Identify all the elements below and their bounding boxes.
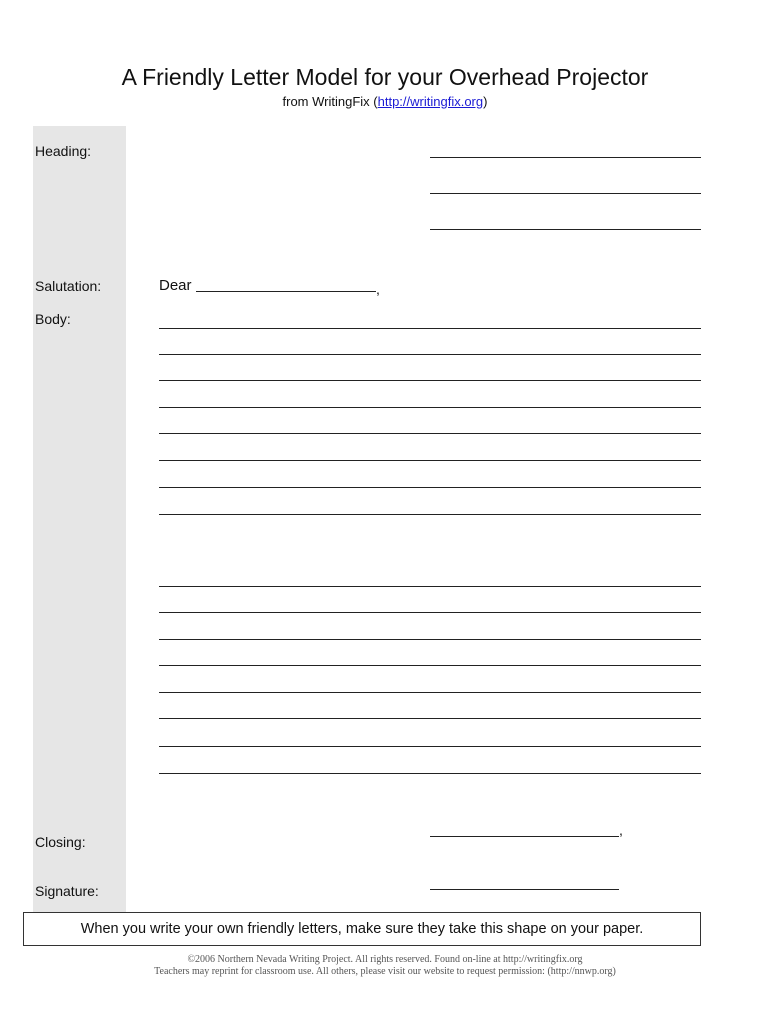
heading-line <box>430 193 701 194</box>
writingfix-link[interactable]: http://writingfix.org <box>377 94 484 109</box>
heading-line <box>430 229 701 230</box>
salutation-label: Salutation: <box>35 278 102 294</box>
closing-line <box>430 836 619 837</box>
permission-line: Teachers may reprint for classroom use. All others, please visit our website to request permission: (http://nnwp.org) <box>154 966 616 977</box>
document-title: A Friendly Letter Model for your Overhead Projector <box>121 64 649 90</box>
body-line <box>159 692 701 693</box>
body-line <box>159 328 701 329</box>
body-line <box>159 460 701 461</box>
heading-label: Heading: <box>35 143 92 159</box>
copyright-line: ©2006 Northern Nevada Writing Project. All rights reserved. Found on-line at http://writingfix.org <box>187 954 583 965</box>
salutation-dear: Dear <box>159 277 192 294</box>
closing-comma: , <box>619 822 623 838</box>
body-line <box>159 612 701 613</box>
shape-note: When you write your own friendly letters, make sure they take this shape on your paper. <box>23 912 701 946</box>
salutation-name-line <box>196 291 376 292</box>
body-line <box>159 354 701 355</box>
body-line <box>159 514 701 515</box>
body-line <box>159 718 701 719</box>
body-line <box>159 407 701 408</box>
body-line <box>159 586 701 587</box>
label-gutter <box>33 126 126 912</box>
signature-line <box>430 889 619 890</box>
subtitle-suffix: ) <box>483 94 488 109</box>
body-line <box>159 433 701 434</box>
subtitle-prefix: from WritingFix ( <box>282 94 378 109</box>
body-line <box>159 773 701 774</box>
body-line <box>159 380 701 381</box>
document-subtitle <box>0 94 770 109</box>
signature-label: Signature: <box>35 883 99 899</box>
closing-label: Closing: <box>35 834 86 850</box>
body-line <box>159 487 701 488</box>
body-line <box>159 746 701 747</box>
body-line <box>159 639 701 640</box>
heading-line <box>430 157 701 158</box>
body-label: Body: <box>35 311 71 327</box>
salutation-comma: , <box>376 281 380 297</box>
body-line <box>159 665 701 666</box>
